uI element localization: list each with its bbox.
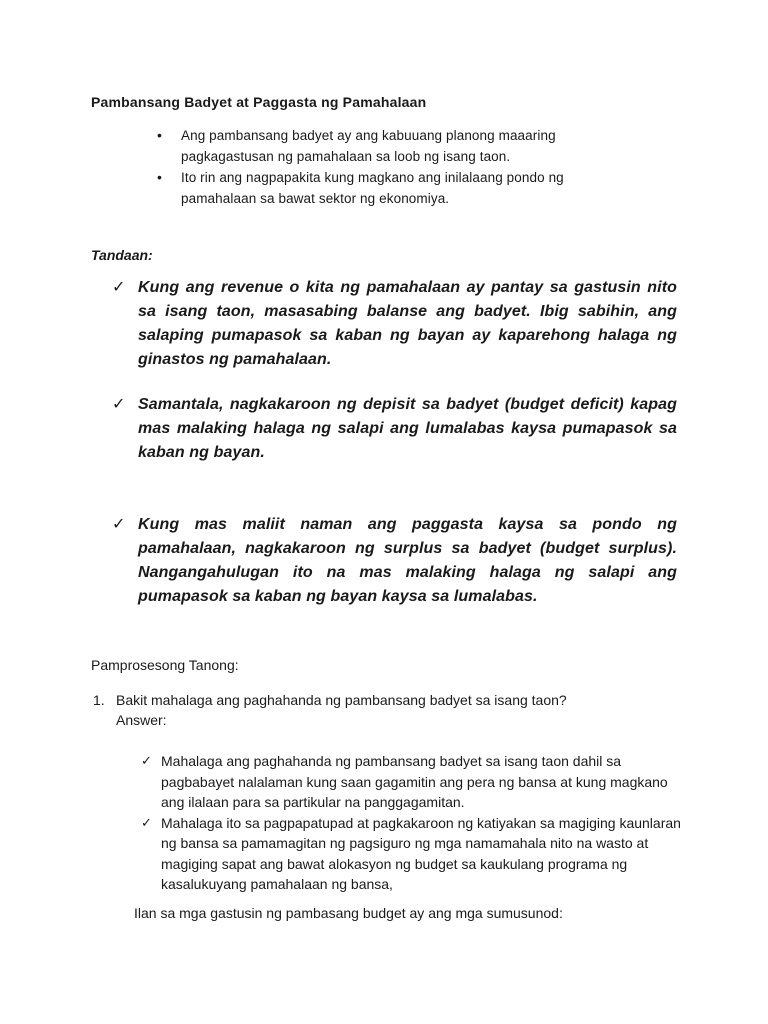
reminder-item-balanced <box>112 276 677 372</box>
answer-list <box>141 751 681 895</box>
checkmark-icon: ✓ <box>112 279 126 296</box>
checkmark-icon: ✓ <box>141 753 152 768</box>
closing-line: Ilan sa mga gastusin ng pambasang budget ay ang mga sumusunod: <box>134 905 563 921</box>
question-item <box>93 690 653 730</box>
checkmark-icon: ✓ <box>112 396 126 413</box>
reminder-item-surplus <box>112 513 677 609</box>
checkmark-icon: ✓ <box>112 516 126 533</box>
reminder-text: Samantala, nagkakaroon ng depisit sa badyet (budget deficit) kapag mas malaking halaga ng salapi ang lumalabas kaysa pumapasok sa kaban ng bayan. <box>138 396 677 461</box>
answer-text: Mahalaga ang paghahanda ng pambansang badyet sa isang taon dahil sa pagbabayet nalalaman kung saan gagamitin ang pera ng bansa at kung magkano ang ilalaan para sa partikular na panggagamitan. <box>161 753 668 810</box>
definition-item: • Ito rin ang nagpapakita kung magkano ang inilalaang pondo ng pamahalaan sa bawat sektor ng ekonomiya. <box>157 167 627 209</box>
answer-item <box>141 813 681 895</box>
answer-item <box>141 751 681 813</box>
process-questions-heading: Pamprosesong Tanong: <box>91 657 239 673</box>
reminder-text: Kung ang revenue o kita ng pamahalaan ay pantay sa gastusin nito sa isang taon, masasabing balanse ang badyet. Ibig sabihin, ang salaping pumapasok sa kaban ng bayan ay kaparehong halaga ng ginastos ng pamahalaan. <box>138 279 677 368</box>
definition-list <box>157 125 627 209</box>
checkmark-icon: ✓ <box>141 814 152 830</box>
question-number: 1. <box>93 692 105 708</box>
answer-label: Answer: <box>116 712 167 728</box>
definition-item: • Ang pambansang badyet ay ang kabuuang planong maaaring pagkagastusan ng pamahalaan sa loob ng isang taon. <box>157 125 627 167</box>
question-text: Bakit mahalaga ang paghahanda ng pambansang badyet sa isang taon? <box>116 692 567 708</box>
reminder-heading: Tandaan: <box>91 247 153 263</box>
reminder-item-deficit <box>112 393 677 465</box>
document-title: Pambansang Badyet at Paggasta ng Pamahalaan <box>91 94 427 110</box>
answer-text: Mahalaga ito sa pagpapatupad at pagkakaroon ng katiyakan sa magiging kaunlaran ng bansa sa pamamagitan ng pagsiguro ng mga namamahala nito na wasto at magiging sapat ang bawat alokasyon ng budget sa kaukulang programa ng kasalukuyang pamahalaan ng bansa, <box>161 814 681 892</box>
reminder-text: Kung mas maliit naman ang paggasta kaysa sa pondo ng pamahalaan, nagkakaroon ng surplus sa badyet (budget surplus). Nangangahulugan ito na mas malaking halaga ng salapi ang pumapasok sa kaban ng bayan kaysa sa lumalabas. <box>138 516 677 605</box>
